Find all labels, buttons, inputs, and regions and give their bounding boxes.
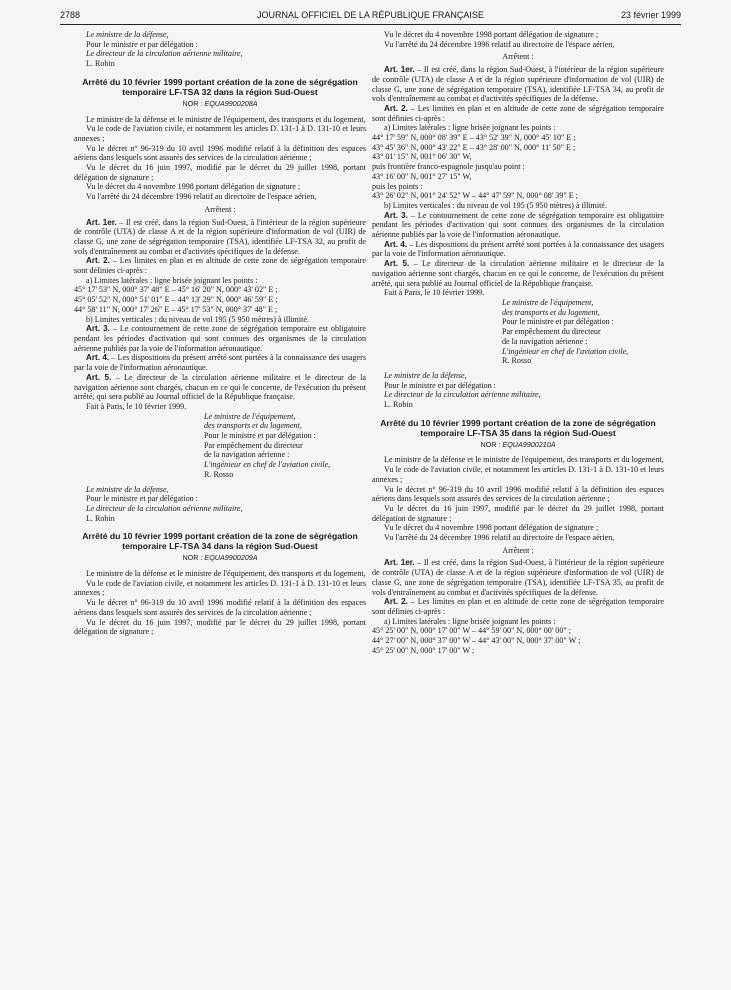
lateral-limits: a) Limites latérales : ligne brisée joignant les points : [86, 275, 258, 285]
signature-line: Le ministre de l'équipement, [204, 411, 296, 421]
preamble-paragraph: Vu le décret du 16 juin 1997, modifié par le décret du 29 juillet 1998, portant délégation de signature ; [372, 503, 664, 523]
signature-line: Pour le ministre et par délégation : [502, 317, 614, 327]
preamble-paragraph: Vu le décret du 4 novembre 1998 portant délégation de signature ; [384, 30, 599, 39]
signature-line: Pour le ministre et par délégation : [384, 380, 496, 390]
article-5: Art. 5. – Le directeur de la circulation aérienne militaire et le directeur de la navigation aérienne sont chargés, chacun en ce qui le concerne, de l'exécution du présent arrêté, qui sera publié au Journal officiel de la République française. [74, 372, 366, 402]
signature-line: Le directeur de la circulation aérienne militaire, [86, 503, 243, 513]
signature-line: Le directeur de la circulation aérienne militaire, [384, 390, 541, 400]
article-2: Art. 2. – Les limites en plan et en altitude de cette zone de ségrégation temporaire sont définies ci-après : [372, 103, 664, 123]
article-5: Art. 5. – Le directeur de la circulation aérienne militaire et le directeur de la navigation aérienne sont chargés, chacun en ce qui le concerne, de l'exécution du présent arrêté, qui sera publié au Journal officiel de la République française. [372, 259, 664, 288]
coordinate-line: 45° 25' 00" N, 000° 17' 00" W – 44° 59' 00" N, 000° 00' 00" ; [372, 626, 571, 636]
signature-line: L'ingénieur en chef de l'aviation civile, [204, 460, 331, 470]
signature-line: de la navigation aérienne : [204, 450, 290, 460]
right-column [372, 30, 664, 655]
coordinate-line: 44° 17' 59" N, 000° 08' 39" E – 43° 52' 39" N, 000° 45' 10" E ; [372, 133, 576, 143]
preamble-paragraph: Vu le décret du 16 juin 1997, modifié par le décret du 29 juillet 1998, portant délégation de signature ; [74, 617, 366, 637]
coordinate-line: 43° 45' 36" N, 000° 43' 22" E – 43° 28' 00" N, 000° 11' 50" E ; [372, 142, 576, 152]
coordinate-line: 45° 25' 00" N, 000° 17' 00" W ; [372, 645, 475, 655]
signature-line: des transports et du logement, [502, 307, 600, 317]
coordinate-line: 44° 27' 00" N, 000° 37' 00" W – 44° 43' 00" N, 000° 37' 00" W ; [372, 636, 581, 646]
preamble-paragraph: Vu l'arrêté du 24 décembre 1996 relatif au directoire de l'espace aérien, [384, 533, 615, 543]
coordinate-line: 44° 58' 11" N, 000° 17' 26" E – 45° 17' 53" N, 000° 37' 48" E ; [74, 304, 278, 314]
signature-block [490, 298, 664, 366]
signature-line: Par empêchement du directeur [502, 327, 601, 337]
preamble-paragraph: Vu le code de l'aviation civile, et notamment les articles D. 131-1 à D. 131-10 et leurs annexes ; [74, 124, 366, 143]
decree-title: Arrêté du 10 février 1999 portant création de la zone de ségrégation temporaire LF-TSA 35 dans la région Sud-Ouest [380, 417, 656, 438]
article-1: Art. 1er. – Il est créé, dans la région Sud-Ouest, à l'intérieur de la région supérieure de contrôle (UTA) de classe A et de la région supérieure d'information de vol (UIR) de classe G, une zone de ségrégation temporaire (TSA), identifiée LF-TSA 34, au profit de vols d'entraînement au combat et d'activités spécifiques de la défense. [372, 65, 664, 104]
article-1: Art. 1er. – Il est créé, dans la région Sud-Ouest, à l'intérieur de la région supérieure de contrôle (UTA) de classe A et de la région supérieure d'information de vol (UIR) de classe G, une zone de ségrégation temporaire (TSA), identifiée LF-TSA 32, au profit de vols d'entraînement au combat et d'activités spécifiques de la défense. [74, 217, 366, 256]
preamble-paragraph: Vu le décret n° 96-319 du 10 avril 1996 modifié relatif à la définition des espaces aériens dans lesquels sont assurés des services de la circulation aérienne ; [372, 484, 664, 504]
article-4: Art. 4. – Les dispositions du présent arrêté sont portées à la connaissance des usagers par la voie de l'information aéronautique. [74, 353, 366, 373]
coordinate-line: puis les points : [372, 181, 423, 191]
preamble-paragraph: Vu le décret du 4 novembre 1998 portant délégation de signature ; [384, 523, 599, 533]
place-date: Fait à Paris, le 10 février 1999. [86, 401, 187, 411]
coordinate-line: 43° 01' 15" N, 001° 06' 30" W, [372, 152, 472, 162]
signatory-name: R. Rosso [502, 356, 532, 366]
signature-block [74, 485, 366, 524]
preamble-paragraph: Vu le décret n° 96-319 du 10 avril 1996 modifié relatif à la définition des espaces aériens dans lesquels sont assurés des services de la circulation aérienne ; [74, 143, 366, 163]
preamble-paragraph: Le ministre de la défense et le ministre de l'équipement, des transports et du logement, [384, 455, 664, 465]
coordinate-line: puis frontière franco-espagnole jusqu'au point : [372, 162, 525, 172]
lateral-limits: a) Limites latérales : ligne brisée joignant les points : [384, 123, 556, 133]
nor-reference: NOR : EQUA9900209A [182, 553, 258, 563]
vertical-limits: b) Limites verticales : du niveau de vol 195 (5 950 mètres) à illimité. [86, 314, 309, 324]
signature-line: Le ministre de l'équipement, [502, 297, 594, 307]
coordinate-line: 45° 05' 52" N, 000° 51' 01" E – 44° 13' 29" N, 000° 46' 59" E ; [74, 295, 278, 305]
article-2: Art. 2. – Les limites en plan et en altitude de cette zone de ségrégation temporaire sont définies ci-après : [372, 597, 664, 616]
article-2: Art. 2. – Les limites en plan et en altitude de cette zone de ségrégation temporaire sont définies ci-après : [74, 256, 366, 276]
article-3: Art. 3. – Le contournement de cette zone de ségrégation temporaire est obligatoire pendant les périodes d'activation qui sont connues des organismes de la circulation aérienne publiés par la voie de l'information aéronautique. [74, 324, 366, 353]
article-1: Art. 1er. – Il est créé, dans la région Sud-Ouest, à l'intérieur de la région supérieure de contrôle (UTA) de classe A et de la région supérieure d'information de vol (UIR) de classe G, une zone de ségrégation temporaire (TSA), identifiée LF-TSA 35, au profit de vols d'entraînement au combat et d'activités spécifiques de la défense. [372, 558, 664, 597]
nor-reference: NOR : EQUA9900210A [480, 439, 556, 449]
signature-line: L'ingénieur en chef de l'aviation civile, [502, 346, 629, 356]
signatory-name: R. Rosso [204, 469, 234, 479]
journal-title: JOURNAL OFFICIEL DE LA RÉPUBLIQUE FRANÇAISE [257, 10, 484, 20]
preamble-paragraph: Le ministre de la défense et le ministre de l'équipement, des transports et du logement, [86, 569, 366, 579]
signatory-name: L. Robin [86, 513, 115, 523]
page-number: 2788 [60, 10, 81, 20]
preamble-paragraph: Vu l'arrêté du 24 décembre 1996 relatif au directoire de l'espace aérien, [86, 192, 317, 202]
arretent-heading: Arrêtent : [502, 52, 534, 62]
coordinate-line: 43° 16' 00" N, 001° 27' 15" W, [372, 171, 472, 181]
signature-block [74, 30, 366, 69]
preamble-paragraph: Vu le code de l'aviation civile, et notamment les articles D. 131-1 à D. 131-10 et leurs annexes ; [74, 578, 366, 598]
vertical-limits: b) Limites verticales : du niveau de vol 195 (5 950 mètres) à illimité. [384, 200, 607, 210]
arretent-heading: Arrêtent : [502, 545, 534, 555]
decree-title: Arrêté du 10 février 1999 portant création de la zone de ségrégation temporaire LF-TSA 34 dans la région Sud-Ouest [82, 531, 358, 552]
preamble-paragraph: Vu le décret n° 96-319 du 10 avril 1996 modifié relatif à la définition des espaces aériens dans lesquels sont assurés des services de la circulation aérienne ; [74, 598, 366, 617]
left-column [74, 30, 366, 637]
signature-line: Par empêchement du directeur [204, 440, 303, 450]
issue-date: 23 février 1999 [620, 10, 681, 20]
signature-line: Pour le ministre et par délégation : [86, 494, 198, 504]
preamble-paragraph: Vu le code de l'aviation civile, et notamment les articles D. 131-1 à D. 131-10 et leurs annexes ; [372, 465, 664, 484]
article-4: Art. 4. – Les dispositions du présent arrêté sont portées à la connaissance des usagers par la voie de l'information aéronautique. [372, 239, 664, 259]
preamble-paragraph: Vu l'arrêté du 24 décembre 1996 relatif au directoire de l'espace aérien, [384, 39, 615, 49]
signature-line: Le ministre de la défense, [86, 30, 169, 39]
decree-title: Arrêté du 10 février 1999 portant création de la zone de ségrégation temporaire LF-TSA 32 dans la région Sud-Ouest [82, 76, 358, 97]
signature-line: Le ministre de la défense, [384, 370, 467, 380]
signature-block [372, 371, 664, 410]
signature-line: de la navigation aérienne : [502, 336, 588, 346]
preamble-paragraph: Vu le décret du 16 juin 1997, modifié par le décret du 29 juillet 1998, portant délégation de signature ; [74, 163, 366, 182]
coordinate-line: 45° 17' 53" N, 000° 37' 48" E – 45° 16' 20" N, 000° 43' 02" E ; [74, 285, 278, 295]
article-3: Art. 3. – Le contournement de cette zone de ségrégation temporaire est obligatoire pendant les périodes d'activation qui sont connues des organismes de la circulation aérienne publiés par la voie de l'information aéronautique. [372, 210, 664, 240]
signatory-name: L. Robin [384, 400, 413, 410]
nor-reference: NOR : EQUA9900208A [182, 98, 258, 108]
signature-line: Pour le ministre et par délégation : [204, 431, 316, 441]
arretent-heading: Arrêtent : [204, 204, 236, 214]
signature-line: des transports et du logement, [204, 421, 302, 431]
signature-line: Pour le ministre et par délégation : [86, 39, 198, 49]
signatory-name: L. Robin [86, 59, 115, 69]
coordinate-line: 43° 26' 02" N, 001° 24' 52" W – 44° 47' 59" N, 000° 08' 39" E ; [372, 191, 578, 201]
lateral-limits: a) Limites latérales : ligne brisée joignant les points : [384, 616, 556, 626]
signature-line: Le directeur de la circulation aérienne militaire, [86, 49, 243, 59]
page-header [60, 8, 681, 25]
place-date: Fait à Paris, le 10 février 1999. [384, 288, 485, 298]
preamble-paragraph: Vu le décret du 4 novembre 1998 portant délégation de signature ; [86, 182, 301, 192]
preamble-paragraph: Le ministre de la défense et le ministre de l'équipement, des transports et du logement, [86, 114, 366, 124]
signature-line: Le ministre de la défense, [86, 484, 169, 494]
signature-block [192, 412, 366, 480]
